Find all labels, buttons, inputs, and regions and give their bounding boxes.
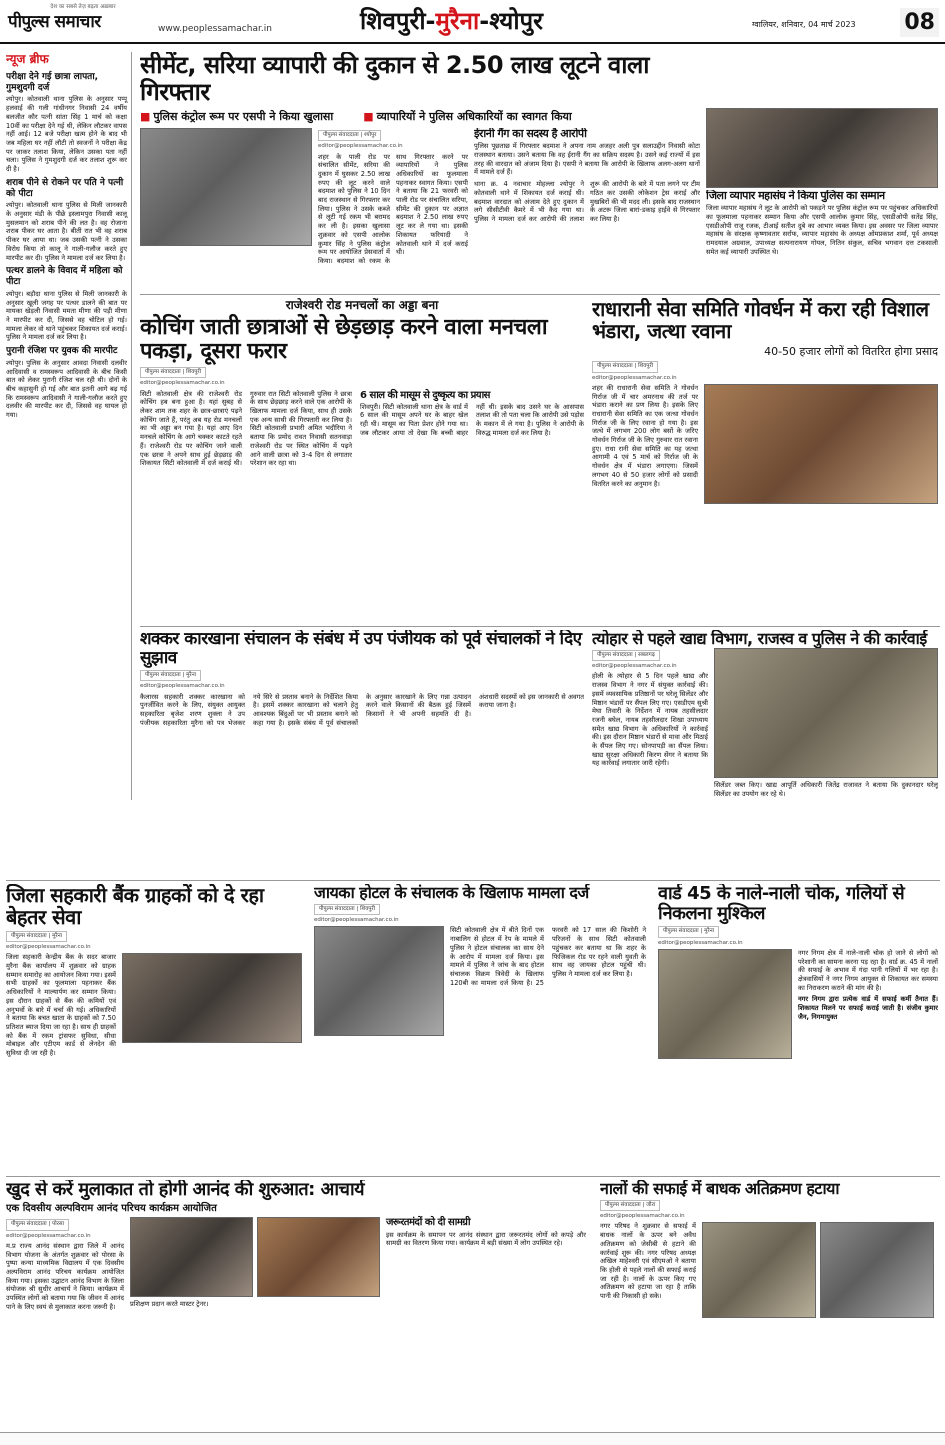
coaching-headline: कोचिंग जाती छात्राओं से छेड़छाड़ करने वाला मनचला पकड़ा, दूसरा फरार (140, 314, 548, 365)
byline: पीपुल्स संवाददाता | मुरैना (140, 670, 201, 681)
radha-story (592, 298, 938, 624)
section-title-part-2: मुरैना (435, 7, 480, 35)
brief-body: श्योपुर। कोतवाली थाना पुलिस से मिली जानकारी के अनुसार मंडी के पीछे इस्लामपुरा निवासी कालू मुसलमान को शराब पीने की लत है। वह रोजाना शराब पीकर घर आता है। बीती रात भी वह शराब पीकर घर आया था। जब उसकी पत्नी ने उसका विरोध किया तो कालू ने गाली-गलौज करते हुए मारपीट कर दी। पुलिस ने मामला दर्ज कर लिया है। (6, 201, 127, 262)
byline: पीपुल्स संवाददाता | मुरैना (6, 931, 67, 942)
aacharya-headline: खुद से करें मुलाकात तो होगी आनंद की शुरुआत: आचार्य (6, 1180, 365, 1200)
naala-body: नगर परिषद ने शुक्रवार से सफाई में बाधक नालों के ऊपर बने अवैध अतिक्रमण को जेसीबी से हटाने की कार्रवाई शुरू की। नगर परिषद अध्यक्ष अखिल माहेश्वरी एवं सीएमओ ने बताया कि होली से पहले नालों की सफाई कराई जा रही है। नालों के ऊपर किए गए अतिक्रमण को हटाया जा रहा है ताकि पानी की निकासी हो सके। (600, 1222, 696, 1301)
brief-body: श्योपुर। बड़ौदा थाना पुलिस से मिली जानकारी के अनुसार खूली जगह पर पत्थर डालने की बात पर मायका खेड़ली निवासी ममता मीणा की पड़ी मीणा ने मारपीट कर दी, जिससे वह चोटिल हो गई। मामला लेकर वो थाने पहुंचकर शिकायत दर्ज कराई। पुलिस ने मामला दर्ज कर लिया है। (6, 289, 127, 342)
lead-byline-box (140, 250, 312, 292)
welcome-body: जिला व्यापार महासंघ ने लूट के आरोपी को पकड़ने पर पुलिस कंट्रोल रूम पर पहुंचकर अधिकारियों का फूलमाला पहनाकर सम्मान किया और एसपी आलोक कुमार सिंह, एसडीओपी सतेंद्र सिंह, एसडीओपी राजू रजक, टीआई सतीश दुबे का आभार व्यक्त किया। इस अवसर पर जिला व्यापार महासंघ के संरक्षक कृष्णावतार सर्राफ, व्यापार महासंघ के अध्यक्ष ओमप्रकाश शर्मा, पूर्व अध्यक्ष रामदयाल अग्रवाल, उपाध्यक्ष सत्यनारायण गोयल, नितिन संकुल, सचिव भगवान दत्त टकसाली समेत कई व्यापारी उपस्थित थे। (706, 204, 938, 256)
child-headline: 6 साल की मासूम से दुष्कृत्य का प्रयास (360, 389, 490, 401)
brief-item (6, 346, 127, 420)
aacharya-mid-headline: जरूरतमंदों को दी सामग्री (386, 1217, 471, 1229)
reporter-email[interactable]: editor@peoplessamachar.co.in (592, 663, 677, 670)
byline: पीपुल्स संवाददाता | सबलगढ़ (592, 650, 660, 661)
lead-subhead-1: ■ पुलिस कंट्रोल रूम पर एसपी ने किया खुलासा (140, 109, 334, 123)
reporter-email[interactable]: editor@peoplessamachar.co.in (314, 917, 399, 924)
welcome-photo (706, 108, 938, 188)
hotel-headline: जायका होटल के संचालक के खिलाफ मामला दर्ज (314, 884, 589, 902)
aacharya-photo-2 (257, 1217, 380, 1297)
brief-headline: शराब पीने से रोकने पर पति ने पत्नी को पीटा (6, 177, 124, 199)
logo-tagline: देश का सबसे तेज़ बढ़ता अख़बार (50, 4, 116, 10)
footer-strip (0, 1432, 945, 1445)
bank-headline: जिला सहकारी बैंक ग्राहकों को दे रहा बेहतर सेवा (6, 884, 264, 930)
child-body: शिवपुरी। सिटी कोतवाली थाना क्षेत्र के वार्ड में 6 साल की मासूम अपने घर के बाहर खेल रही थी। मासूम का पिता प्रेशर होने गया था। जब लौटकर आया तो देखा कि बच्ची बाहर नहीं थी। इसके बाद उसने घर के आसपास तलाश की तो पता चला कि आरोपी उसे पड़ोस के मकान में ले गया है। पुलिस ने आरोपी के विरुद्ध मामला दर्ज कर लिया है। (360, 402, 584, 437)
bank-photo (122, 953, 302, 1043)
news-brief-column (6, 52, 132, 800)
coaching-body: सिटी कोतवाली क्षेत्र की राजेश्वरी रोड कोचिंग हब बना हुआ है। यहां सुबह से लेकर शाम तक शहर के छात्र-छात्राएं पढ़ने कोचिंग जाते हैं, परंतु अब यह रोड मनचलों का भी अड्डा बन गया है। यहां आए दिन मनचले कोचिंग के आगे चक्कर काटते रहते हैं। राजेश्वरी रोड पर कोचिंग जाने वाली एक छात्रा ने अपने साथ हुई छेड़छाड़ की शिकायत सिटी कोतवाली में दर्ज कराई थी। गुरुवार रात सिटी कोतवाली पुलिस ने छात्रा के साथ छेड़छाड़ करने वाले एक आरोपी के खिलाफ मामला दर्ज किया, साथ ही उसके एक अन्य साथी की गिरफ्तारी कर लिया है। सिटी कोतवाली प्रभारी अमित भदौरिया ने बताया कि प्रमोद रावत निवासी सतनवाड़ा राजेश्वरी रोड पर स्थित कोचिंग में पढ़ने आने वाली छात्रा को 3-4 दिन से लगातार परेशान कर रहा था। (140, 389, 352, 468)
hotel-body: सिटी कोतवाली क्षेत्र में बीते दिनों एक नाबालिग से होटल में रेप के मामले में पुलिस ने होटल संचालक का साथ देने के आरोप में मामला दर्ज किया। इस मामले में पुलिस ने जांच के बाद होटल संचालक विक्रम त्रिवेदी के खिलाफ 120बी का मामला दर्ज किया है। 25 फरवरी को 17 साल की किशोरी ने परिजनों के साथ सिटी कोतवाली पहुंचकर कर बताया था कि शहर के फिजिकल रोड पर रहने वाली युवती के साथ वह जायका होटल पहुंची थी। पुलिस ने मामला दर्ज कर लिया है। (450, 926, 646, 987)
child-story (360, 390, 584, 470)
brief-body: श्योपुर। पुलिस के अनुसार आवदा निवासी दलवीर आदिवासी व रामस्वरूप आदिवासी के बीच किसी बात को लेकर पुरानी रंजिश चल रही थी। दोनों के बीच कहासुनी हो गई और बात इतनी आगे बढ़ गई कि रामस्वरूप आदिवासी ने गाली-गलौज करते हुए दलवीर की मारपीट कर दी, जिससे वह घायल हो गया। (6, 358, 127, 420)
lead-subheads (140, 110, 700, 125)
lead-body-col-1 (318, 128, 468, 288)
coaching-kicker: राजेश्वरी रोड मनचलों का अड्डा बना (285, 298, 439, 312)
brief-item (6, 266, 127, 342)
radha-subhead: 40-50 हजार लोगों को वितरित होगा प्रसाद (764, 344, 938, 358)
coaching-story (140, 298, 584, 624)
hotel-story (314, 884, 650, 1174)
divider (140, 626, 940, 627)
aacharya-mid-body: इस कार्यक्रम के समापन पर आनंद संस्थान द्वारा जरूरतमंद लोगों को कपड़े और सामग्री का वितरण किया गया। कार्यक्रम में बड़ी संख्या में लोग उपस्थित रहे। (386, 1230, 586, 1248)
radha-photo (704, 384, 938, 504)
gang-subheadline: ईरानी गैंग का सदस्य है आरोपी (474, 128, 587, 140)
aacharya-subhead: एक दिवसीय अल्पविराम आनंद परिचय कार्यक्रम आयोजित (6, 1203, 217, 1215)
byline: पीपुल्स संवाददाता | मुरैना (658, 926, 719, 937)
reporter-email[interactable]: editor@peoplessamachar.co.in (658, 939, 743, 946)
tyohar-left (592, 648, 708, 798)
aacharya-story (6, 1180, 592, 1428)
divider (6, 1176, 940, 1177)
lead-gang-box (474, 128, 700, 288)
byline: पीपुल्स संवाददाता | शिवपुरी (140, 367, 206, 378)
site-url[interactable]: www.peoplessamachar.in (158, 24, 272, 34)
lead-photo (140, 128, 312, 246)
bank-body: जिला सहकारी केन्द्रीय बैंक के सदर बाजार मुरैना बैंक कार्यालय में शुक्रवार को ग्राहक सम्मान समारोह का आयोजन किया गया। इसमें सभी ग्राहकों का फूलमाला पहनाकर बैंक अधिकारियों ने माल्यार्पण कर सम्मान किया। इस दौरान ग्राहकों से बैंक की कमियों एवं अनुभवों के बारे में चर्चा की गई। अधिकारियों ने बताया कि बचत खाता के ग्राहकों को 7.50 प्रतिशत ब्याज दिया जा रहा है। साथ ही ग्राहकों को बैंक में रकम ट्रांसफर सुविधा, सीधा मोबाइल और एटीएम कार्ड से लेनदेन की सुविधा दी जा रही है। (6, 953, 116, 1058)
page-number: 08 (900, 8, 939, 37)
bullet-icon: ■ (140, 109, 151, 123)
brief-headline: पत्थर डालने के विवाद में महिला को पीटा (6, 266, 123, 288)
lead-headline: सीमेंट, सरिया व्यापारी की दुकान से 2.50 लाख लूटने वाला गिरफ्तार (140, 52, 649, 106)
bullet-icon: ■ (363, 109, 374, 123)
gang-body: पुलिस पूछताछ में गिरफ्तार बदमाश ने अपना नाम अजहर अली पुत्र सलाउद्दीन निवासी कोटा राजस्थान बताया। उसने बताया कि वह ईरानी गैंग का सक्रिय सदस्य है। उसने कई राज्यों में इस तरह की वारदात को अंजाम दिया है। एसपी ने बताया कि आरोपी के खिलाफ अलग-अलग थानों में मामले दर्ज हैं। (474, 142, 700, 177)
section-title (360, 6, 543, 38)
masthead (0, 0, 945, 44)
byline: पीपुल्स संवाददाता | शिवपुरी (592, 361, 658, 372)
byline: पीपुल्स संवाददाता | शिवपुरी (314, 904, 380, 915)
divider (6, 880, 940, 881)
lead-body: शहर के पाली रोड पर संचालित सीमेंट, सरिया की दुकान में घुसकर 2.50 लाख रुपए की लूट करने वाले बदमाश को पुलिस ने 10 दिन बाद राजस्थान से गिरफ्तार कर लिया। पुलिस ने उसके कब्जे से लूटी गई रकम भी बरामद कर ली है। इसका खुलासा शुक्रवार को एसपी आलोक कुमार सिंह ने पुलिस कंट्रोल रूम पर आयोजित प्रेसवार्ता में किया। बदमाश को रकम के साथ गिरफ्तार करने पर व्यापारियों ने पुलिस अधिकारियों का फूलमाला पहनाकर स्वागत किया। एसपी ने बताया कि 21 फरवरी को पाली रोड पर संचालित सरिया, सीमेंट की दुकान पर अज्ञात बदमाश ने 2.50 लाख रुपए लूट कर ले गया था। इसकी शिकायत फरियादी ने कोतवाली थाने में दर्ज कराई थी। (318, 152, 468, 265)
ward-caption: नगर निगम द्वारा प्रत्येक वार्ड में सफाई कर्मी तैनात हैं। शिकायत मिलने पर सफाई कराई जाती है। संजीव कुमार जैन, निगमायुक्त (798, 995, 938, 1021)
shakkar-headline: शक्कर कारखाना संचालन के संबंध में उप पंजीयक को पूर्व संचालकों ने दिए सुझाव (140, 630, 582, 669)
brief-item (6, 72, 127, 174)
aacharya-photo-1 (130, 1217, 253, 1297)
reporter-email[interactable]: editor@peoplessamachar.co.in (6, 1232, 91, 1239)
hotel-photo (314, 926, 444, 1036)
reporter-email[interactable]: editor@peoplessamachar.co.in (140, 683, 225, 690)
reporter-email[interactable]: editor@peoplessamachar.co.in (140, 380, 225, 387)
brief-headline: परीक्षा देने गई छात्रा लापता, गुमशुदगी दर्ज (6, 71, 99, 93)
aacharya-caption: प्रशिक्षण प्रदान करते मास्टर ट्रेनर। (130, 1300, 209, 1309)
welcome-story (706, 190, 938, 290)
reporter-email[interactable]: editor@peoplessamachar.co.in (6, 944, 91, 951)
naala-photo-1 (702, 1222, 816, 1318)
byline: पीपुल्स संवाददाता | श्योपुर (318, 130, 381, 141)
naala-story (600, 1180, 938, 1428)
reporter-email[interactable]: editor@peoplessamachar.co.in (600, 1213, 685, 1220)
shakkar-story (140, 630, 584, 878)
reporter-email[interactable]: editor@peoplessamachar.co.in (592, 374, 677, 381)
ward-photo (658, 949, 792, 1059)
ward-story (658, 884, 938, 1174)
tyohar-headline: त्योहार से पहले खाद्य विभाग, राजस्व व पुलिस ने की कार्रवाई (592, 630, 927, 648)
byline: पीपुल्स संवाददाता | पोरसा (6, 1219, 69, 1230)
radha-body: शहर की राधारानी सेवा समिति ने गोवर्धन गिर्राज जी में चार अमरनाथ की तर्ज पर भंडारा कराने का प्रण लिया है। इसके लिए राधारानी सेवा समिति का एक जत्था गोवर्धन गिर्राज जी के लिए रवाना हो गया है। इस जत्थे में लगभग 200 लोग बसों के जरिए गोवर्धन गिर्राज जी के लिए गुरुवार रात रवाना हुए। राधा रानी सेवा समिति का यह जत्था आगामी 4 एवं 5 मार्च को गिर्राज जी के गोवर्धन क्षेत्र में भंडारा लगाएगा। जिसमें लगभग 40 से 50 हजार लोगों को प्रसादी वितरित करने का अनुमान है। (592, 383, 698, 488)
aacharya-body: म.प्र राज्य आनंद संस्थान द्वारा जिले में आनंद विभाग योजना के अंतर्गत शुक्रवार को पोरसा के पुष्पा कन्या माध्यमिक विद्यालय में एक दिवसीय अल्पविराम आनंद परिचय कार्यक्रम आयोजित किया गया। इसका उद्घाटन आनंद विभाग के जिला संयोजक श्री सुधीर आचार्य ने किया। कार्यक्रम में उपस्थित लोगों को बताया गया कि जीवन में आनंद पाने के लिए स्वयं से मुलाकात करना जरूरी है। (6, 1241, 124, 1311)
reporter-email[interactable]: editor@peoplessamachar.co.in (318, 143, 403, 150)
logo-text: पीपुल्स समाचार (8, 12, 101, 33)
tyohar-story (592, 630, 938, 878)
section-title-part-1: शिवपुरी- (360, 7, 436, 35)
welcome-headline: जिला व्यापार महासंघ ने किया पुलिस का सम्मान (706, 190, 885, 202)
brief-headline: पुरानी रंजिश पर युवक की मारपीट (6, 346, 118, 357)
ward-body: नगर निगम क्षेत्र में नाले-नाली चोक हो जाने से लोगों को परेशानी का सामना करना पड़ रहा है। वार्ड क्र. 45 में नालों की सफाई के अभाव में गंदा पानी गलियों में भर रहा है। क्षेत्रवासियों ने नगर निगम आयुक्त से शिकायत कर समस्या का निराकरण कराने की मांग की है। (798, 948, 938, 992)
lead-body-col-3: थाना क्र. 4 नवाचार मोहल्ला श्योपुर ने कोतवाली थाने में शिकायत दर्ज कराई थी। बदमाश वारदात को अंजाम देते हुए दुकान में लगे सीसीटीवी कैमरे में भी कैद गया था। पुलिस ने मामला दर्ज कर आरोपी की तलाश शुरू की आरोपी के बारे में पता लगने पर टीम गठित कर उसकी लोकेशन ट्रेस कराई और मुखबिरों की भी मदद ली। इसके बाद राजस्थान के अटरू जिला बारां-डकाइ हाईवे से गिरफ्तार कर लिया है। (474, 180, 700, 223)
naala-photo-2 (820, 1222, 934, 1318)
brief-body: श्योपुर। कोतवाली थाना पुलिस के अनुसार पप्पू हलवाई की गली गांधीनगर निवासी 24 वर्षीय बलजीत कौर पत्नी सांता सिंह 1 मार्च को कक्षा 10वीं का परीक्षा देने गई थी, लेकिन लौटकर वापस नहीं आई। 12 बजे परीक्षा खत्म होने के बाद भी जब महिला घर नहीं लौटी तो स्वजनों ने परीक्षा केंद्र पर जाकर तलाश किया, लेकिन उसका पता नहीं चला। पुलिस ने गुमशुदगी दर्ज कर तलाश शुरू कर दी है। (6, 95, 127, 174)
divider (140, 294, 940, 295)
byline: पीपुल्स संवाददाता | जौरा (600, 1200, 660, 1211)
edition-date: ग्वालियर, शनिवार, 04 मार्च 2023 (752, 20, 856, 29)
logo (8, 4, 158, 36)
naala-headline: नालों की सफाई में बाधक अतिक्रमण हटाया (600, 1180, 840, 1198)
bank-story (6, 884, 306, 1174)
shakkar-body: कैलारस सहकारी शक्कर कारखाना को पुनर्जीवित करने के लिए, संयुक्त आयुक्त सहकारिता बृजेश शरण शुक्ला ने उप पंजीयक सहकारिता मुरैना को पत्र भेजकर नये सिरे से प्रस्ताव बनाने के निर्देशित किया है। इसमें शक्कर कारखाना को चलाने हेतु आवश्यक बिंदुओं पर भी प्रस्ताव बनाने को कहा गया है। इसके संबंध में पूर्व संचालकों के अनुसार कारखाने के लिए गन्ना उत्पादन करने वाले किसानों की बैठक हुई जिसमें किसानों ने भी अपनी सहमति दी है। अंशधारी सदस्यों को इस जानकारी से अवगत कराया जाना है। (140, 692, 584, 727)
ward-headline: वार्ड 45 के नाले-नाली चोक, गलियों से निकलना मुश्किल (658, 884, 905, 925)
section-title-part-3: -श्योपुर (479, 7, 543, 35)
news-brief-title: न्यूज ब्रीफ (6, 52, 49, 66)
lead-subhead-2: ■ व्यापारियों ने पुलिस अधिकारियों का स्वागत किया (363, 109, 572, 123)
tyohar-body: होली के त्योहार से 5 दिन पहले खाद्य और राजस्व विभाग ने नगर में संयुक्त कार्रवाई की। इसमें व्यवसायिक प्रतिष्ठानों पर घरेलू सिलेंडर और मिष्ठान भंडारों पर सैंपल लिए गए। एसडीएम सुश्री मेघा तिवारी के निर्देशन में नायब तहसीलदार रजनी बघेल, नायब तहसीलदार शिखा उपाध्याय समेत खाद्य विभाग के अधिकारियों ने कार्रवाई की। इस दौरान मिष्ठान भंडारों से मावा और मिठाई के सैंपल लिए गए। सोनपापड़ी का सैंपल लिया। खाद्य सुरक्षा अधिकारी किरण सेंगर ने बताया कि यह कार्रवाई लगातार जारी रहेगी। (592, 672, 708, 768)
brief-item (6, 178, 127, 263)
tyohar-photo (714, 648, 938, 778)
radha-headline: राधारानी सेवा समिति गोवर्धन में करा रही विशाल भंडारा, जत्था रवाना (592, 298, 929, 344)
tyohar-caption: सिलेंडर जब्त किए। खाद्य आपूर्ति अधिकारी जितेंद्र राजावत ने बताया कि दुकानदार घरेलू सिलेंडर का उपयोग कर रहे थे। (714, 780, 938, 798)
